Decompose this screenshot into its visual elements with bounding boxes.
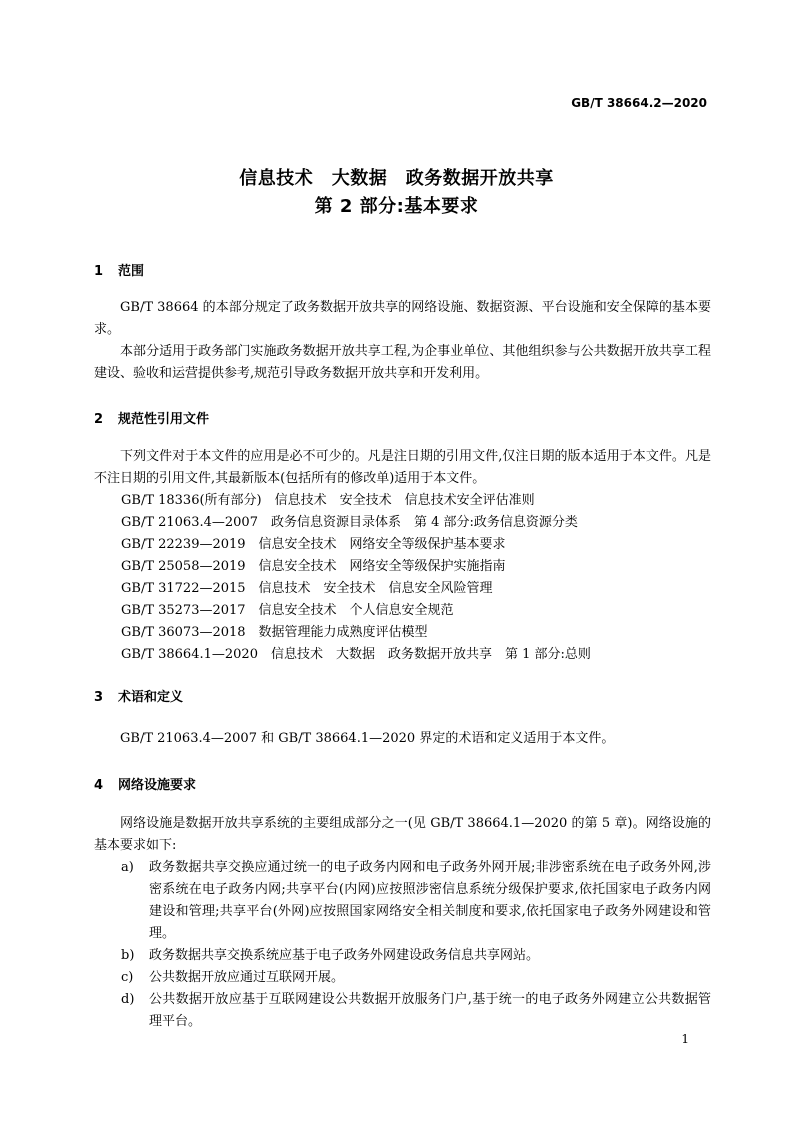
document-title-line2: 第 2 部分:基本要求 (314, 196, 479, 217)
paragraph: 网络设施是数据开放共享系统的主要组成部分之一(见 GB/T 38664.1—2020 的第 5 章)。网络设施的基本要求如下: (94, 816, 711, 853)
paragraph: 本部分适用于政务部门实施政务数据开放共享工程,为企事业单位、其他组织参与公共数据开放共享工程建设、验收和运营提供参考,规范引导政务数据开放共享和开发利用。 (94, 344, 711, 381)
paragraph: 下列文件对于本文件的应用是必不可少的。凡是注日期的引用文件,仅注日期的版本适用于本文件。凡是不注日期的引用文件,其最新版本(包括所有的修改单)适用于本文件。 (94, 449, 711, 486)
page-number: 1 (681, 1032, 689, 1046)
reference-item: GB/T 36073—2018 数据管理能力成熟度评估模型 (121, 625, 428, 640)
list-item-text: 政务数据共享交换应通过统一的电子政务内网和电子政务外网开展;非涉密系统在电子政务外网,涉密系统在电子政务内网;共享平台(内网)应按照涉密信息系统分级保护要求,依托国家电子政务内网建设和管理;共享平台(外网)应按照国家网络安全相关制度和要求,依托国家电子政务外网建设和管理。 (149, 860, 711, 941)
reference-item: GB/T 22239—2019 信息安全技术 网络安全等级保护基本要求 (121, 537, 506, 552)
section-number: 4 (94, 778, 104, 793)
list-item-text: 公共数据开放应通过互联网开展。 (149, 970, 345, 985)
section-number: 3 (94, 690, 104, 705)
reference-item: GB/T 38664.1—2020 信息技术 大数据 政务数据开放共享 第 1 部分:总则 (121, 647, 591, 662)
list-item (121, 945, 711, 967)
reference-item: GB/T 18336(所有部分) 信息技术 安全技术 信息技术安全评估准则 (121, 493, 535, 508)
list-marker: a) (121, 860, 134, 875)
list-item (121, 989, 711, 1033)
section-title: 范围 (118, 264, 145, 279)
reference-item: GB/T 31722—2015 信息技术 安全技术 信息安全风险管理 (121, 581, 493, 596)
section-1-heading (94, 260, 144, 279)
list-item (121, 967, 711, 989)
reference-item: GB/T 35273—2017 信息安全技术 个人信息安全规范 (121, 603, 454, 618)
list-item-text: 政务数据共享交换系统应基于电子政务外网建设政务信息共享网站。 (149, 948, 540, 963)
list-marker: b) (121, 948, 135, 963)
document-title-line1: 信息技术 大数据 政务数据开放共享 (239, 168, 554, 189)
standard-code: GB/T 38664.2—2020 (571, 96, 707, 110)
list-item (121, 857, 711, 945)
list-item-text: 公共数据开放应基于互联网建设公共数据开放服务门户,基于统一的电子政务外网建立公共数据管理平台。 (149, 992, 711, 1029)
section-title: 规范性引用文件 (118, 412, 210, 427)
list-marker: d) (121, 992, 135, 1007)
paragraph: GB/T 38664 的本部分规定了政务数据开放共享的网络设施、数据资源、平台设施和安全保障的基本要求。 (94, 300, 711, 337)
section-title: 网络设施要求 (118, 778, 197, 793)
reference-item: GB/T 21063.4—2007 政务信息资源目录体系 第 4 部分:政务信息资源分类 (121, 515, 578, 530)
list-marker: c) (121, 970, 134, 985)
section-2-heading (94, 408, 209, 427)
section-3-heading (94, 686, 183, 705)
reference-item: GB/T 25058—2019 信息安全技术 网络安全等级保护实施指南 (121, 559, 506, 574)
paragraph: GB/T 21063.4—2007 和 GB/T 38664.1—2020 界定的术语和定义适用于本文件。 (120, 731, 615, 746)
section-number: 1 (94, 264, 104, 279)
section-number: 2 (94, 412, 104, 427)
section-4-heading (94, 774, 196, 793)
section-title: 术语和定义 (118, 690, 184, 705)
